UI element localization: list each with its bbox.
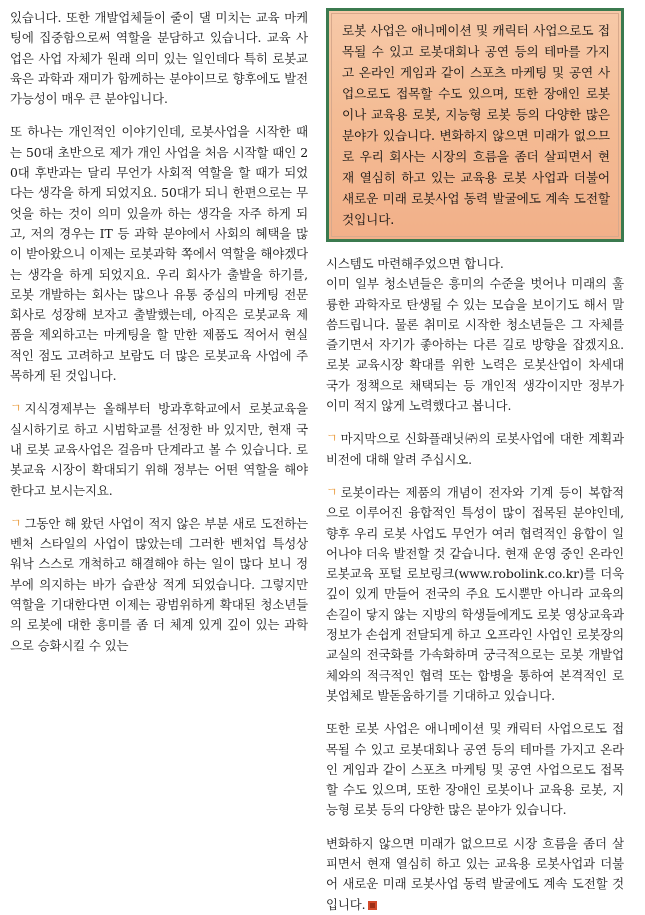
paragraph-question — [326, 483, 624, 706]
question-text: 지식경제부는 올해부터 방과후학교에서 로봇교육을 실시하기로 하고 시범학교를 선정한 바 있지만, 현재 국내 로봇 교육사업은 걸음마 단계라고 볼 수 있습니다. 로봇교육 시장이 확대되기 위해 정부는 어떤 역할을 해야 한다고 보시는지요. — [10, 401, 308, 498]
left-column — [10, 8, 308, 825]
paragraph-body: 있습니다. 또한 개발업체들이 줄이 댈 미치는 교육 마케팅에 집중함으로써 역할을 분담하고 있습니다. 교육 사업은 사업 자체가 원래 의미 있는 일인데다 특히 로봇교육은 과학과 재미가 함께하는 분야이므로 향후에도 발전 가능성이 매우 큰 분야입니다. — [10, 10, 308, 107]
paragraph-body: 또한 로봇 사업은 애니메이션 및 캐릭터 사업으로도 접목될 수 있고 로봇대회나 공연 등의 테마를 가지고 온라인 게임과 같이 스포츠 마케팅 및 공연 사업으로도 접목할 수도 있으며, 또한 장애인 로봇이나 교육용 로봇, 지능형 로봇 등의 다양한 많은 분야가 있습니다. — [326, 721, 624, 818]
two-column-layout — [10, 8, 635, 912]
pullquote-text: 로봇 사업은 애니메이션 및 캐릭터 사업으로도 접목될 수 있고 로봇대회나 공연 등의 테마를 가지고 온라인 게임과 같이 스포츠 마케팅 및 공연 사업으로도 접목할 수도 있으며, 또한 장애인 로봇이나 교육용 로봇, 지능형 로봇 등의 다양한 많은 분야가 있습니다. 변화하지 않으면 미래가 없으므로 우리 회사는 시장의 흐름을 좀더 살피면서 현재 열심히 하고 있는 교육용 로봇 사업과 더불어 새로운 미래 로봇사업 동력 발굴에도 계속 도전할 것입니다. — [342, 23, 610, 227]
end-mark-icon — [368, 901, 377, 910]
pullquote-box — [326, 8, 624, 242]
question-marker-icon: ㄱ — [326, 484, 338, 499]
paragraph-body: 이미 일부 청소년들은 흥미의 수준을 벗어나 미래의 훌륭한 과학자로 탄생될 수 있는 모습을 보이기도 해서 말씀드립니다. 물론 취미로 시작한 청소년들은 그 자체를 즐기면서 자기가 좋아하는 다른 길로 방향을 잡겠지요. 로봇 교육시장 확대를 위한 노력은 로봇산업이 차세대 국가 정책으로 채택되는 등 개인적 생각이지만 정부가 이미 적지 않게 노력했다고 봅니다. — [326, 276, 624, 414]
paragraph-body-final — [326, 834, 624, 915]
paragraph-question — [10, 399, 308, 500]
paragraph-question — [10, 514, 308, 656]
paragraph-question — [326, 429, 624, 470]
paragraph-body: 또 하나는 개인적인 이야기인데, 로봇사업을 시작한 때는 50대 초반으로 제가 개인 사업을 처음 시작할 때인 20대 후반과는 달리 무언가 사회적 역할을 할 때가 되었다는 생각을 하게 되었지요. 50대가 되니 한편으로는 무엇을 하는 것이 의미 있을까 하는 생각을 자주 하게 되고, 저의 경우는 IT 등 과학 분야에서 사회의 혜택을 많이 받아왔으니 이제는 로봇과학 쪽에서 역할을 해야겠다는 생각을 하게 되었지요. 우리 회사가 출발을 하기를, 로봇 개발하는 회사는 많으나 유통 중심의 마케팅 전문회사로 성장해 보자고 출발했는데, 아직은 로봇교육 제품을 제외하고는 마케팅을 할 만한 제품도 적어서 현실적인 점도 고려하고 보람도 더 많은 로봇교육 사업에 주목하게 된 것입니다. — [10, 124, 308, 384]
paragraph-text: 변화하지 않으면 미래가 없으므로 시장 흐름을 좀더 살피면서 현재 열심히 하고 있는 교육용 로봇사업과 더불어 새로운 미래 로봇사업 동력 발굴에도 계속 도전할 것입니다. — [326, 835, 624, 912]
question-text: 마지막으로 신화플래닛㈜의 로봇사업에 대한 계획과 비전에 대해 알려 주십시오. — [326, 431, 624, 467]
question-marker-icon: ㄱ — [10, 401, 22, 416]
question-marker-icon: ㄱ — [10, 515, 22, 530]
right-column — [326, 8, 624, 912]
question-text: 로봇이라는 제품의 개념이 전자와 기계 등이 복합적으로 이루어진 융합적인 특성이 많이 접목된 분야인데, 향후 우리 로봇 사업도 무언가 여러 협력적인 융합이 일어나야 더욱 발전할 것 같습니다. 현재 운영 중인 온라인 로봇교육 포털 로보링크(www.robolink.co.kr)를 더욱 깊이 있게 만들어 전국의 주요 도시뿐만 아니라 교육의 손길이 닿지 않는 지방의 학생들에게도 로봇 영상교육과 정보가 손쉽게 전달되게 하고 오프라인 사업인 로봇장의교실의 전국화를 가속화하며 궁극적으로는 로봇 개발업체와의 적극적인 협력 또는 합병을 통하여 본격적인 로봇업체로 발돋움하기를 기대하고 있습니다. — [326, 484, 624, 703]
question-text: 그동안 해 왔던 사업이 적지 않은 부분 새로 도전하는 벤처 스타일의 사업이 많았는데 그러한 벤처업 특성상 워낙 스스로 개척하고 해결해야 하는 일이 많다 보니 정부에 의지하는 바가 습관상 적게 되었습니다. 그렇지만 역할을 기대한다면 이제는 광범위하게 확대된 청소년들의 로봇에 대한 흥미를 좀 더 체계 있게 깊이 있는 과학으로 승화시킬 수 있는 — [10, 515, 308, 653]
paragraph-body: 시스템도 마련해주었으면 합니다. — [326, 256, 504, 271]
question-marker-icon: ㄱ — [326, 431, 338, 446]
